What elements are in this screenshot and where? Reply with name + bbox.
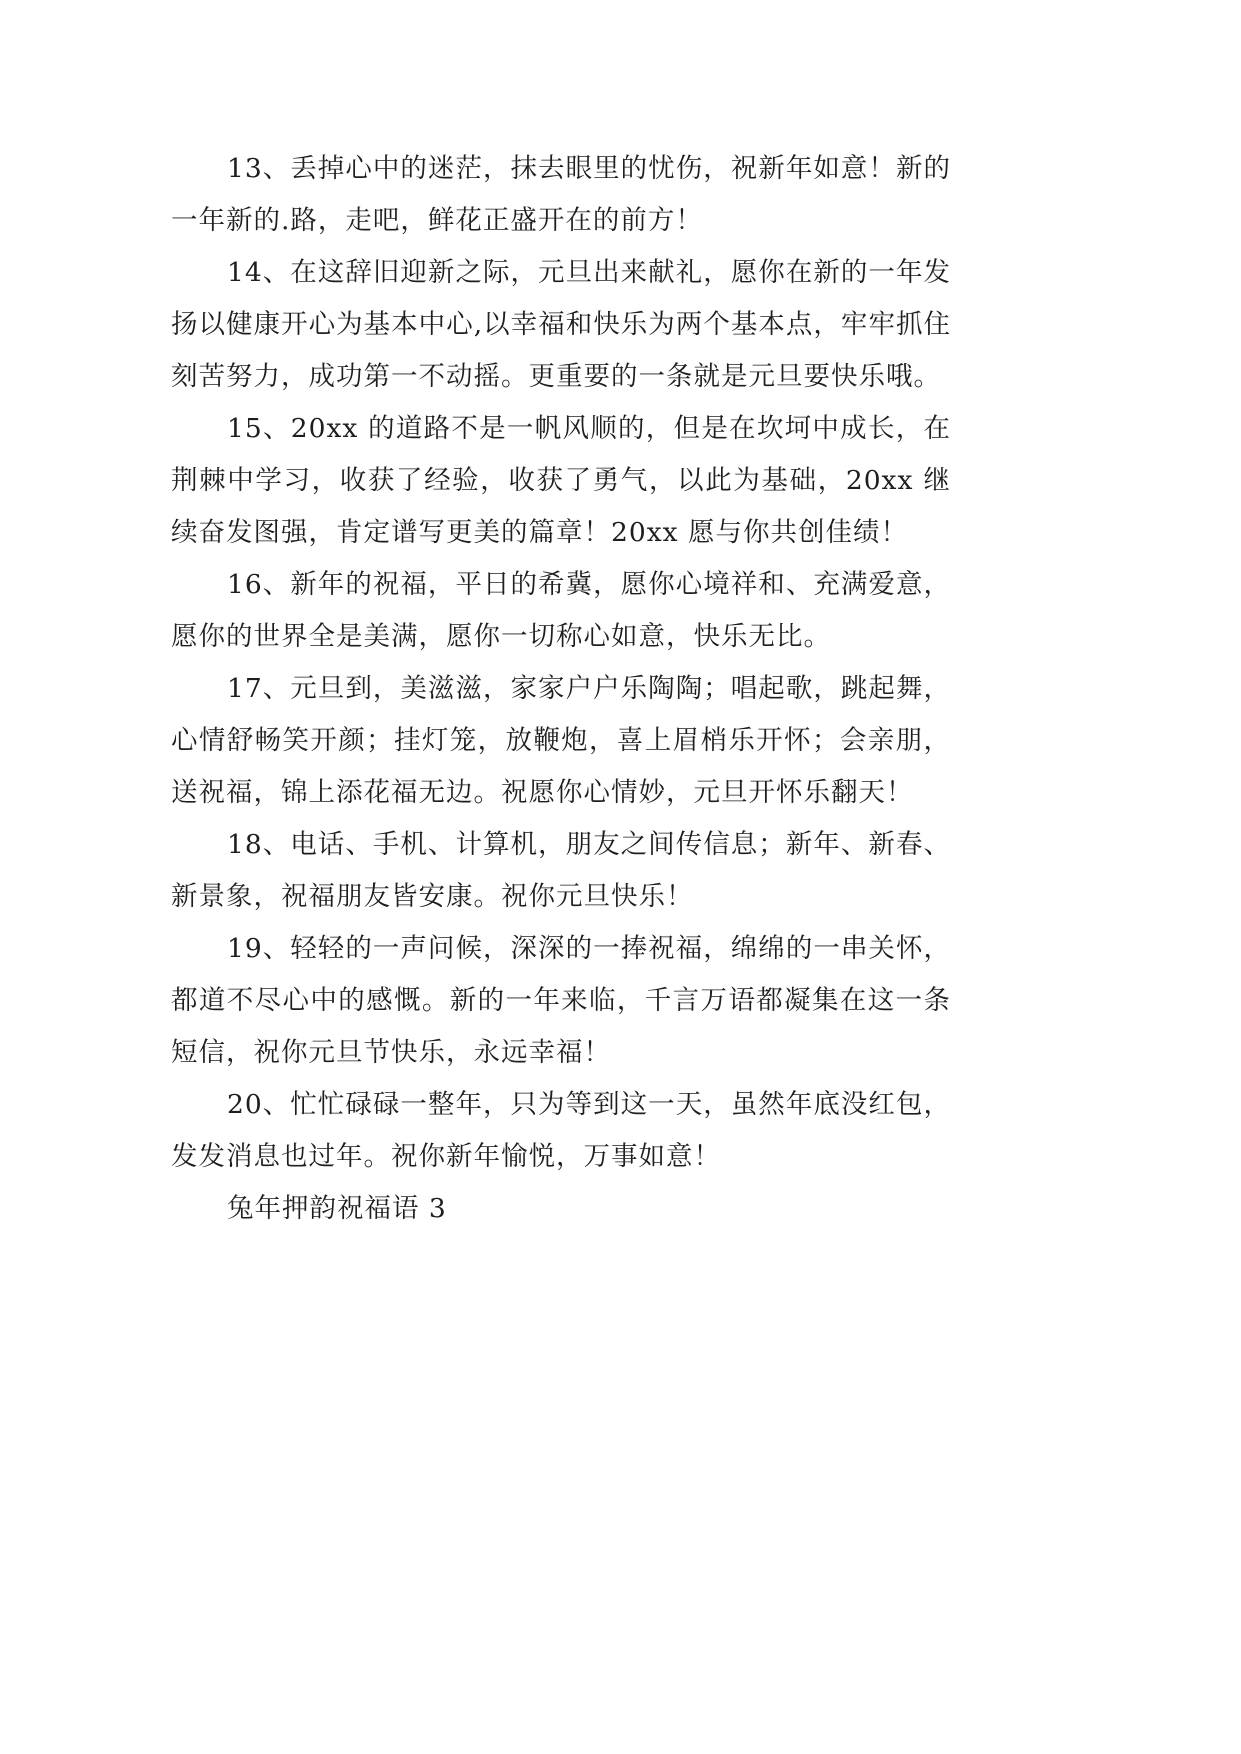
paragraph-15: 15、20xx 的道路不是一帆风顺的，但是在坎坷中成长，在荆棘中学习，收获了经验，收获了勇气，以此为基础，20xx 继续奋发图强，肯定谱写更美的篇章！20xx 愿与你共创佳绩！ [171,413,951,548]
document-body [171,143,951,1235]
paragraph-14: 14、在这辞旧迎新之际，元旦出来献礼，愿你在新的一年发扬以健康开心为基本中心,以幸福和快乐为两个基本点，牢牢抓住刻苦努力，成功第一不动摇。更重要的一条就是元旦要快乐哦。 [171,257,951,392]
paragraph-13: 13、丢掉心中的迷茫，抹去眼里的忧伤，祝新年如意！新的一年新的.路，走吧，鲜花正盛开在的前方！ [171,153,951,236]
section-heading: 兔年押韵祝福语 3 [227,1193,447,1224]
paragraph-18: 18、电话、手机、计算机，朋友之间传信息；新年、新春、新景象，祝福朋友皆安康。祝你元旦快乐！ [171,829,951,912]
paragraph-19: 19、轻轻的一声问候，深深的一捧祝福，绵绵的一串关怀，都道不尽心中的感慨。新的一年来临，千言万语都凝集在这一条短信，祝你元旦节快乐，永远幸福！ [171,933,951,1068]
paragraph-16: 16、新年的祝福，平日的希冀，愿你心境祥和、充满爱意，愿你的世界全是美满，愿你一切称心如意，快乐无比。 [171,569,951,652]
paragraph-17: 17、元旦到，美滋滋，家家户户乐陶陶；唱起歌，跳起舞，心情舒畅笑开颜；挂灯笼，放鞭炮，喜上眉梢乐开怀；会亲朋，送祝福，锦上添花福无边。祝愿你心情妙，元旦开怀乐翻天！ [171,673,951,808]
paragraph-20: 20、忙忙碌碌一整年，只为等到这一天，虽然年底没红包，发发消息也过年。祝你新年愉悦，万事如意！ [171,1089,951,1172]
